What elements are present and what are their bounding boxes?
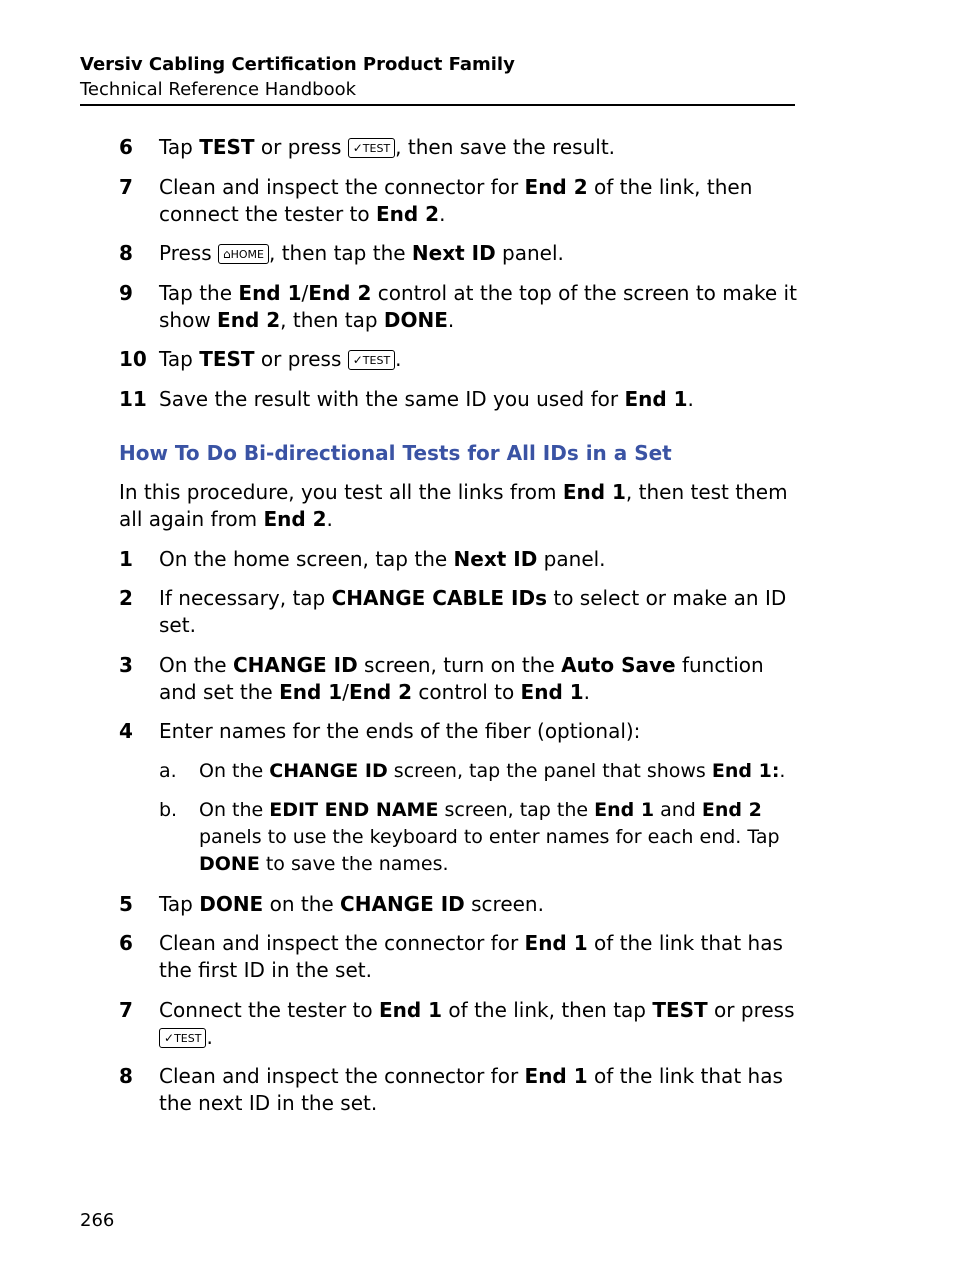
page-content	[119, 134, 799, 1130]
step-number: 10	[119, 347, 147, 371]
step-item	[119, 134, 799, 161]
substep-text: On the CHANGE ID screen, tap the panel that shows End 1:.	[199, 759, 786, 782]
check-icon: ✓	[164, 1030, 175, 1045]
step-item	[119, 891, 799, 918]
check-icon: ✓	[352, 353, 363, 367]
house-icon: ⌂	[223, 247, 231, 261]
step-item	[119, 652, 799, 706]
step-item	[119, 386, 799, 413]
step-number: 3	[119, 652, 133, 677]
step-number: 11	[119, 386, 147, 411]
step-number: 6	[119, 135, 133, 159]
step-text: Connect the tester to End 1 of the link, then tap TEST or press ✓TEST .	[159, 997, 795, 1049]
step-number: 8	[119, 241, 133, 265]
step-number: 7	[119, 997, 133, 1022]
header-subtitle: Technical Reference Handbook	[80, 79, 357, 100]
check-icon: ✓	[352, 141, 363, 155]
step-text: Clean and inspect the connector for End 1 of the link that has the first ID in the set.	[159, 931, 783, 982]
step-text: If necessary, tap CHANGE CABLE IDs to select or make an ID set.	[159, 586, 787, 637]
section-intro: In this procedure, you test all the links from End 1, then test them all again from End 2.	[119, 480, 788, 531]
step-number: 6	[119, 931, 133, 955]
step-number: 7	[119, 174, 133, 199]
step-item	[119, 174, 799, 228]
step-item	[119, 240, 799, 267]
page-number: 266	[80, 1210, 115, 1231]
step-item	[119, 585, 799, 639]
step-text: Clean and inspect the connector for End 1 of the link that has the next ID in the set.	[159, 1064, 783, 1115]
test-key: ✓TEST	[159, 1028, 206, 1048]
step-number: 1	[119, 546, 133, 571]
step-text: Tap TEST or press ✓TEST .	[159, 347, 402, 371]
test-key: ✓TEST	[348, 350, 395, 370]
substep-item	[159, 758, 799, 785]
page-header	[80, 52, 795, 102]
step-text: On the CHANGE ID screen, turn on the Auto Save function and set the End 1/End 2 control to End 1.	[159, 652, 764, 704]
substep-text: On the EDIT END NAME screen, tap the End 1 and End 2 panels to use the keyboard to enter names for each end. Tap DONE to save the names.	[199, 799, 780, 875]
step-number: 4	[119, 719, 133, 743]
step-text: On the home screen, tap the Next ID panel.	[159, 546, 606, 571]
step-text: Tap DONE on the CHANGE ID screen.	[159, 891, 544, 916]
section-heading: How To Do Bi-directional Tests for All IDs in a Set	[119, 440, 672, 465]
substep-letter: a.	[159, 759, 177, 782]
step-text: Clean and inspect the connector for End 2 of the link, then connect the tester to End 2.	[159, 174, 753, 226]
step-number: 2	[119, 586, 133, 610]
step-item	[119, 280, 799, 334]
substep-item	[159, 797, 799, 878]
step-item	[119, 346, 799, 373]
step-text: Save the result with the same ID you used for End 1.	[159, 386, 694, 411]
home-key: ⌂HOME	[218, 244, 269, 264]
step-item	[119, 997, 799, 1051]
step-item	[119, 546, 799, 573]
substep-letter: b.	[159, 799, 178, 821]
step-text: Enter names for the ends of the fiber (optional):	[159, 719, 641, 743]
step-number: 9	[119, 280, 133, 305]
step-number: 8	[119, 1064, 133, 1088]
step-text: Press ⌂HOME , then tap the Next ID panel.	[159, 241, 564, 265]
step-item	[119, 1063, 799, 1117]
step-text: Tap TEST or press ✓TEST , then save the result.	[159, 135, 616, 159]
step-text: Tap the End 1/End 2 control at the top of the screen to make it show End 2, then tap DONE.	[159, 280, 797, 332]
header-divider	[80, 104, 795, 106]
test-key: ✓TEST	[348, 138, 395, 158]
step-item	[119, 930, 799, 984]
header-title: Versiv Cabling Certification Product Family	[80, 54, 515, 75]
step-item	[119, 718, 799, 745]
step-number: 5	[119, 891, 133, 916]
